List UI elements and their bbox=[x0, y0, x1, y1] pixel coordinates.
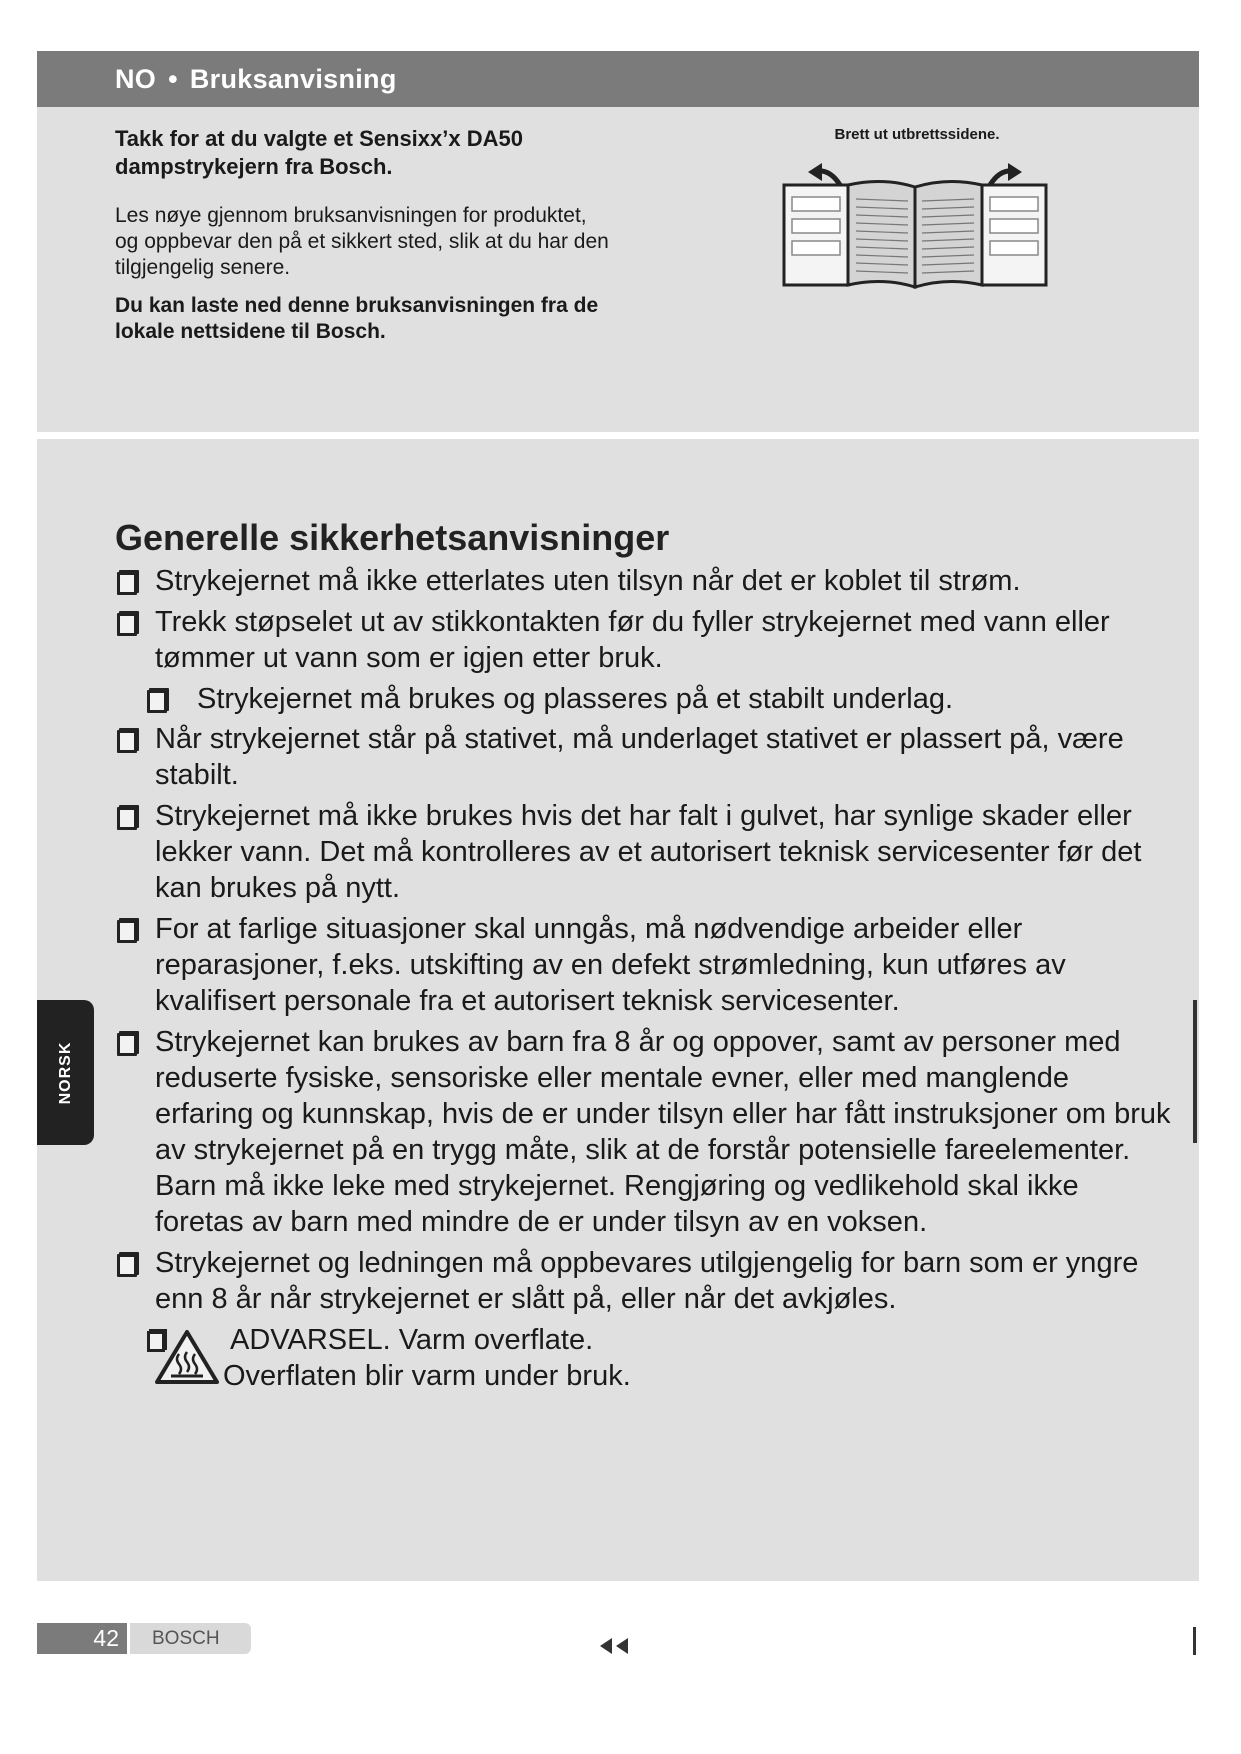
checkbox-bullet-icon bbox=[117, 920, 137, 943]
intro-download-note: Du kan laste ned denne bruksanvisningen fra de lokale nettsidene til Bosch. bbox=[115, 294, 599, 343]
hot-surface-warning-icon bbox=[155, 1328, 219, 1386]
fold-out-caption: Brett ut utbrettssidene. bbox=[834, 126, 1000, 143]
page-header-title bbox=[115, 64, 397, 95]
list-item-text: Strykejernet og ledningen må oppbevares utilgjengelig for barn som er yngre enn 8 år når strykejernet er slått på, eller når det avkjøles. bbox=[155, 1247, 1139, 1315]
list-item bbox=[115, 1024, 1175, 1240]
list-item bbox=[115, 604, 1175, 676]
checkbox-bullet-icon bbox=[117, 1254, 137, 1277]
right-footer-marker bbox=[1193, 1627, 1196, 1655]
safety-list bbox=[115, 563, 1175, 1399]
list-item bbox=[115, 681, 1175, 717]
header-separator: • bbox=[168, 64, 178, 94]
list-item bbox=[115, 1245, 1175, 1317]
list-item bbox=[115, 563, 1175, 599]
intro-read-instructions: Les nøye gjennom bruksanvisningen for produktet, og oppbevar den på et sikkert sted, slik at du har den tilgjengelig senere. bbox=[115, 204, 609, 279]
header-bar bbox=[37, 51, 1199, 107]
hot-surface-warning bbox=[115, 1322, 1175, 1394]
checkbox-bullet-icon bbox=[117, 807, 137, 830]
safety-panel bbox=[37, 439, 1199, 1581]
section-divider bbox=[37, 432, 1199, 439]
previous-page-icon[interactable] bbox=[598, 1636, 632, 1656]
page-number: 42 bbox=[37, 1623, 127, 1654]
list-item-text: Når strykejernet står på stativet, må underlaget stativet er plassert på, være stabilt. bbox=[155, 723, 1124, 791]
intro-panel bbox=[37, 107, 1199, 432]
checkbox-bullet-icon bbox=[117, 730, 137, 753]
list-item-text: Strykejernet må brukes og plasseres på et stabilt underlag. bbox=[197, 683, 954, 715]
footer-brand: BOSCH bbox=[130, 1623, 251, 1654]
list-item-text: Strykejernet må ikke brukes hvis det har falt i gulvet, har synlige skader eller lekker vann. Det må kontrolleres av et autorisert teknisk servicesenter før det kan brukes på nytt. bbox=[155, 800, 1142, 904]
language-side-tab bbox=[37, 1000, 94, 1145]
list-item bbox=[115, 798, 1175, 906]
list-item-text: Trekk støpselet ut av stikkontakten før du fyller strykejernet med vann eller tømmer ut vann som er igjen etter bruk. bbox=[155, 606, 1110, 674]
warning-title: ADVARSEL. Varm overflate. bbox=[230, 1324, 594, 1356]
list-item bbox=[115, 721, 1175, 793]
list-item-text: Strykejernet må ikke etterlates uten tilsyn når det er koblet til strøm. bbox=[155, 565, 1021, 597]
side-tab-label: NORSK bbox=[56, 1041, 74, 1104]
language-code: NO bbox=[115, 64, 157, 94]
checkbox-bullet-icon bbox=[147, 690, 167, 713]
checkbox-bullet-icon bbox=[117, 1033, 137, 1056]
warning-text: Overflaten blir varm under bruk. bbox=[223, 1360, 631, 1392]
intro-thanks: Takk for at du valgte et Sensixx’x DA50 dampstrykejern fra Bosch. bbox=[115, 126, 523, 179]
list-item-text: Strykejernet kan brukes av barn fra 8 år og oppover, samt av personer med reduserte fysiske, sensoriske eller mentale evner, eller med manglende erfaring og kunnskap, hvis de er under tilsyn eller har fått instruksjoner om bruk av strykejernet på en trygg måte, slik at de forstår potensielle fareelementer. Barn må ikke leke med strykejernet. Rengjøring og vedlikehold skal ikke foretas av barn med mindre de er under tilsyn av en voksen. bbox=[155, 1026, 1171, 1238]
right-margin-marker bbox=[1193, 1000, 1197, 1143]
manual-title: Bruksanvisning bbox=[189, 64, 397, 94]
section-title: Generelle sikkerhetsanvisninger bbox=[115, 517, 670, 558]
fold-out-pages-icon bbox=[782, 155, 1048, 290]
intro-text bbox=[115, 125, 615, 345]
checkbox-bullet-icon bbox=[117, 572, 137, 595]
list-item bbox=[115, 911, 1175, 1019]
list-item-text: For at farlige situasjoner skal unngås, må nødvendige arbeider eller reparasjoner, f.eks. utskifting av en defekt strømledning, kun utføres av kvalifisert personale fra et autorisert teknisk servicesenter. bbox=[155, 913, 1066, 1017]
checkbox-bullet-icon bbox=[117, 613, 137, 636]
